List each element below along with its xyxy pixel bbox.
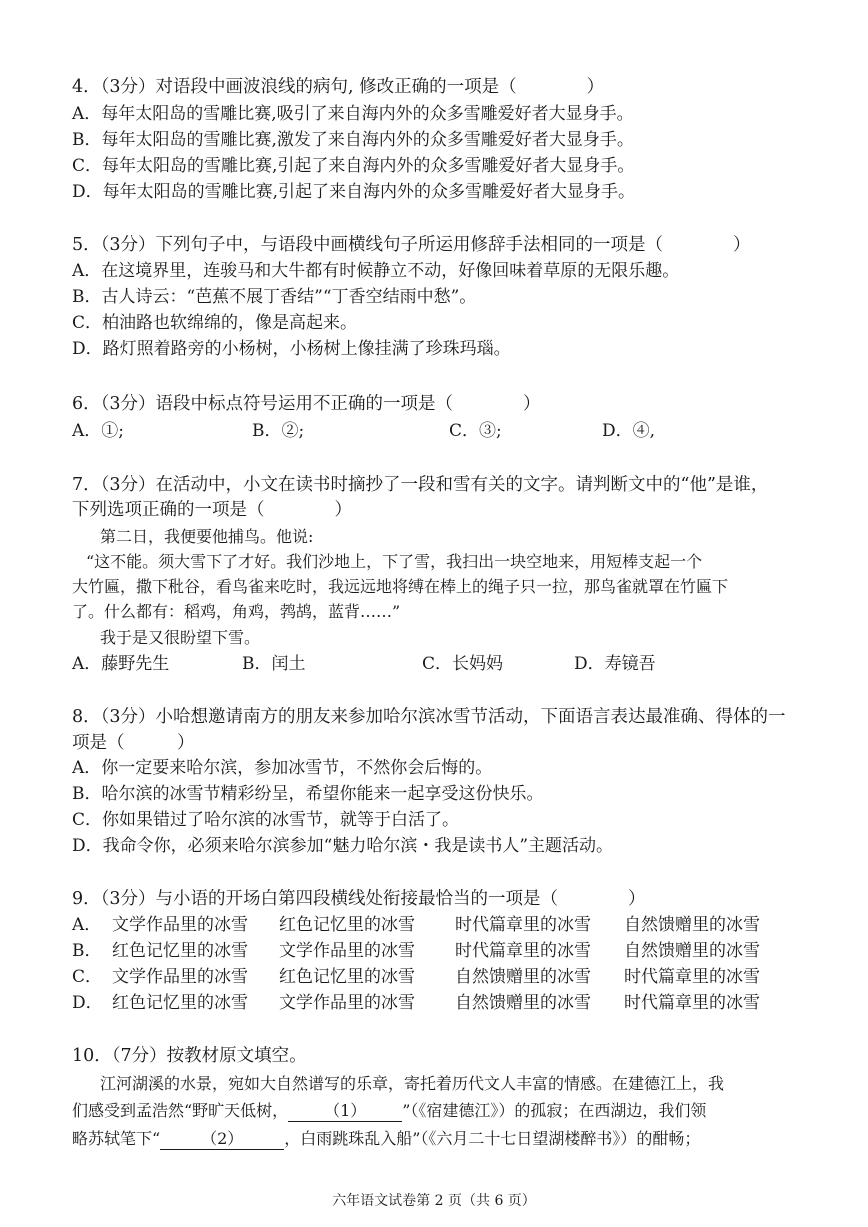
- q9-option-label: D．: [72, 993, 103, 1013]
- q7-quote-line: 大竹匾，撒下秕谷，看鸟雀来吃时，我远远地将缚在棒上的绳子只一拉，那鸟雀就罩在竹匾下: [72, 577, 729, 596]
- q8-stem-line2: 项是（ ）: [72, 733, 195, 753]
- q6-stem: 6．（3分）语段中标点符号运用不正确的一项是（ ）: [72, 394, 541, 414]
- q8-option-d: D．我命令你，必须来哈尔滨参加“魅力哈尔滨・我是读书人”主题活动。: [72, 836, 614, 856]
- q8-option-a: A．你一定要来哈尔滨，参加冰雪节，不然你会后悔的。: [72, 758, 493, 778]
- q9-option-item: 文学作品里的冰雪: [112, 915, 248, 935]
- q9-option-label: C．: [72, 967, 103, 987]
- q10-blank-1[interactable]: （1）: [288, 1101, 402, 1122]
- q4-option-c: C．每年太阳岛的雪雕比赛,引起了来自海内外的众多雪雕爱好者大显身手。: [72, 156, 635, 176]
- q6-option-a: A．①;: [72, 421, 125, 441]
- q5-option-c: C．柏油路也软绵绵的，像是高起来。: [72, 313, 358, 333]
- q7-stem-line2: 下列选项正确的一项是（ ）: [72, 500, 352, 520]
- page-footer: 六年语文试卷第 2 页（共 6 页）: [332, 1193, 536, 1209]
- q10-blank-2[interactable]: （2）: [160, 1129, 284, 1150]
- q10-paragraph-line: [72, 1101, 706, 1122]
- q9-option-item: 红色记忆里的冰雪: [112, 993, 248, 1013]
- q4-stem: 4．（3分）对语段中画波浪线的病句, 修改正确的一项是（ ）: [72, 77, 605, 97]
- q5-option-a: A．在这境界里，连骏马和大牛都有时候静立不动，好像回味着草原的无限乐趣。: [72, 261, 680, 281]
- q9-option-item: 红色记忆里的冰雪: [279, 915, 415, 935]
- q9-option-item: 文学作品里的冰雪: [112, 967, 248, 987]
- q8-option-c: C．你如果错过了哈尔滨的冰雪节，就等于白活了。: [72, 810, 460, 830]
- q7-option-c: C．长妈妈: [422, 654, 504, 674]
- q9-option-label: A．: [72, 915, 102, 935]
- q10-paragraph-line: 江河湖溪的水景，宛如大自然谱写的乐章，寄托着历代文人丰富的情感。在建德江上，我: [100, 1074, 725, 1093]
- q10-text: 们感受到孟浩然“野旷天低树，: [72, 1101, 289, 1120]
- q9-stem: 9．（3分）与小语的开场白第四段横线处衔接最恰当的一项是（ ）: [72, 889, 646, 909]
- q9-option-item: 红色记忆里的冰雪: [112, 941, 248, 961]
- q8-option-b: B．哈尔滨的冰雪节精彩纷呈，希望你能来一起享受这份快乐。: [72, 784, 544, 804]
- q10-text: ”（《宿建德江》）的孤寂；在西湖边，我们领: [402, 1101, 707, 1120]
- q10-text: ，白雨跳珠乱入船”（《六月二十七日望湖楼醉书》）的酣畅；: [284, 1129, 701, 1148]
- q4-option-d: D．每年太阳岛的雪雕比赛,引起了来自海内外的众多雪雕爱好者大显身手。: [72, 182, 636, 202]
- q5-option-d: D．路灯照着路旁的小杨树，小杨树上像挂满了珍珠玛瑙。: [72, 339, 511, 359]
- q7-stem-line1: 7．（3分）在活动中，小文在读书时摘抄了一段和雪有关的文字。请判断文中的“他”是谁，: [72, 475, 769, 495]
- q9-option-item: 自然馈赠里的冰雪: [624, 915, 760, 935]
- q4-option-b: B．每年太阳岛的雪雕比赛,激发了来自海内外的众多雪雕爱好者大显身手。: [72, 130, 634, 150]
- q9-option-item: 时代篇章里的冰雪: [624, 967, 760, 987]
- q5-option-b: B．古人诗云：“芭蕉不展丁香结”“丁香空结雨中愁”。: [72, 287, 477, 307]
- q7-option-b: B．闰土: [242, 654, 306, 674]
- q9-option-item: 自然馈赠里的冰雪: [624, 941, 760, 961]
- q6-option-d: D．④,: [602, 421, 656, 441]
- q9-option-item: 时代篇章里的冰雪: [455, 941, 591, 961]
- q9-option-item: 文学作品里的冰雪: [279, 993, 415, 1013]
- q7-quote-line: 我于是又很盼望下雪。: [100, 628, 261, 647]
- q6-option-c: C．③;: [449, 421, 502, 441]
- q9-option-item: 自然馈赠里的冰雪: [455, 967, 591, 987]
- q7-quote-line: 了。什么都有：稻鸡，角鸡，鹁鸪，蓝背……”: [72, 602, 401, 621]
- q4-option-a: A．每年太阳岛的雪雕比赛,吸引了来自海内外的众多雪雕爱好者大显身手。: [72, 104, 634, 124]
- q7-option-d: D．寿镜吾: [574, 654, 656, 674]
- q9-option-label: B．: [72, 941, 102, 961]
- q9-option-item: 时代篇章里的冰雪: [624, 993, 760, 1013]
- q9-option-item: 文学作品里的冰雪: [279, 941, 415, 961]
- q7-quote-line: “这不能。须大雪下了才好。我们沙地上，下了雪，我扫出一块空地来，用短棒支起一个: [86, 552, 703, 571]
- q7-quote-line: 第二日，我便要他捕鸟。他说:: [100, 527, 314, 546]
- q9-option-item: 时代篇章里的冰雪: [455, 915, 591, 935]
- q10-stem: 10．（7分）按教材原文填空。: [72, 1046, 307, 1066]
- q9-option-item: 红色记忆里的冰雪: [279, 967, 415, 987]
- q8-stem-line1: 8．（3分）小哈想邀请南方的朋友来参加哈尔滨冰雪节活动，下面语言表达最准确、得体的一: [72, 707, 786, 727]
- q10-paragraph-line: [72, 1129, 700, 1150]
- q5-stem: 5．（3分）下列句子中，与语段中画横线句子所运用修辞手法相同的一项是（ ）: [72, 235, 751, 255]
- q9-option-item: 自然馈赠里的冰雪: [455, 993, 591, 1013]
- q6-option-b: B．②;: [252, 421, 305, 441]
- q7-option-a: A．藤野先生: [72, 654, 170, 674]
- q10-text: 略苏轼笔下“: [72, 1129, 161, 1148]
